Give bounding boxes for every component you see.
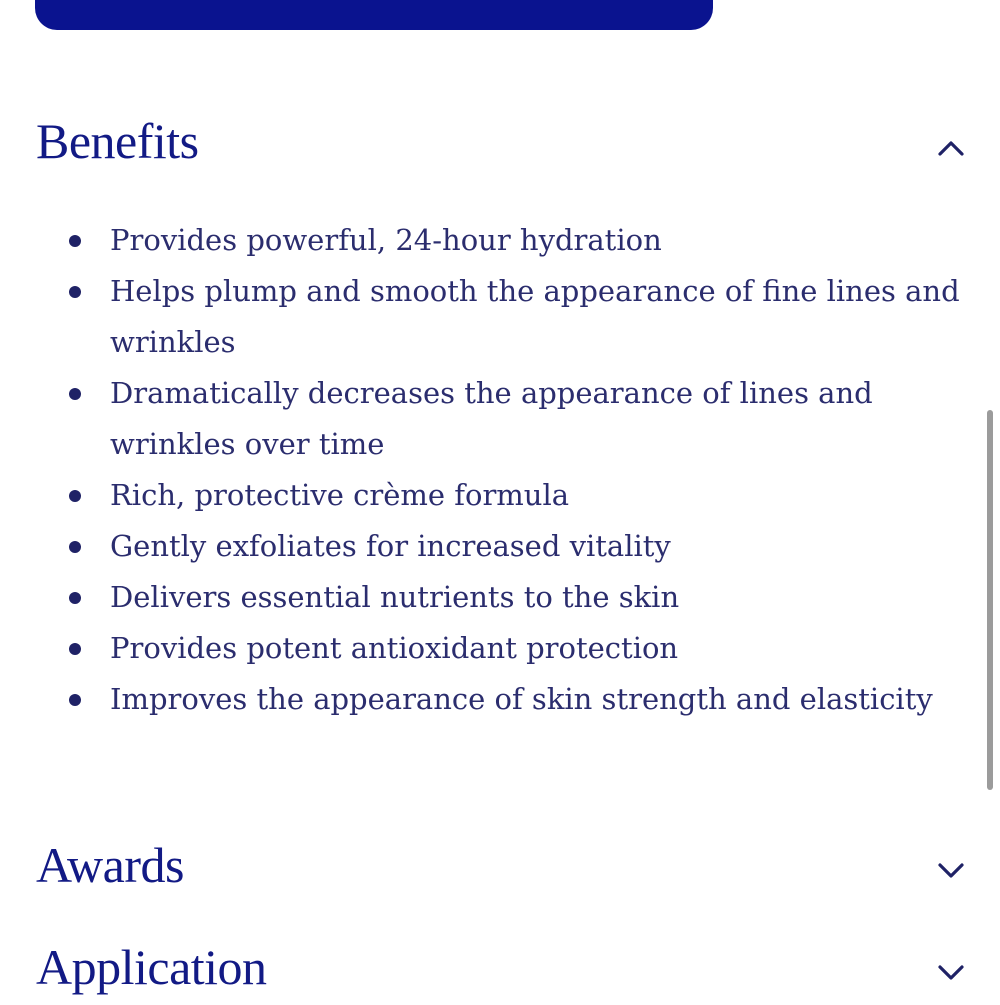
benefit-text: Helps plump and smooth the appearance of fine lines and wrinkles — [110, 274, 960, 359]
scrollbar[interactable] — [987, 410, 993, 790]
benefit-text: Rich, protective crème formula — [110, 478, 570, 512]
list-item — [0, 623, 1000, 674]
benefits-list — [0, 215, 1000, 725]
list-item — [0, 266, 1000, 368]
primary-action-button[interactable] — [35, 0, 713, 30]
bullet-icon — [69, 592, 81, 604]
benefit-text: Improves the appearance of skin strength and elasticity — [110, 682, 933, 716]
bullet-icon — [69, 643, 81, 655]
chevron-down-icon[interactable] — [938, 861, 964, 879]
bullet-icon — [69, 235, 81, 247]
bullet-icon — [69, 694, 81, 706]
chevron-down-icon[interactable] — [938, 963, 964, 981]
list-item — [0, 470, 1000, 521]
bullet-icon — [69, 541, 81, 553]
list-item — [0, 674, 1000, 725]
bullet-icon — [69, 286, 81, 298]
list-item — [0, 215, 1000, 266]
list-item — [0, 521, 1000, 572]
bullet-icon — [69, 388, 81, 400]
chevron-up-icon[interactable] — [938, 139, 964, 157]
awards-title: Awards — [36, 837, 184, 893]
benefits-title: Benefits — [36, 113, 199, 169]
application-title: Application — [36, 939, 267, 995]
list-item — [0, 572, 1000, 623]
bullet-icon — [69, 490, 81, 502]
benefit-text: Gently exfoliates for increased vitality — [110, 529, 671, 563]
benefit-text: Provides powerful, 24-hour hydration — [110, 223, 662, 257]
benefit-text: Dramatically decreases the appearance of lines and wrinkles over time — [110, 376, 873, 461]
benefit-text: Delivers essential nutrients to the skin — [110, 580, 680, 614]
benefit-text: Provides potent antioxidant protection — [110, 631, 679, 665]
list-item — [0, 368, 1000, 470]
